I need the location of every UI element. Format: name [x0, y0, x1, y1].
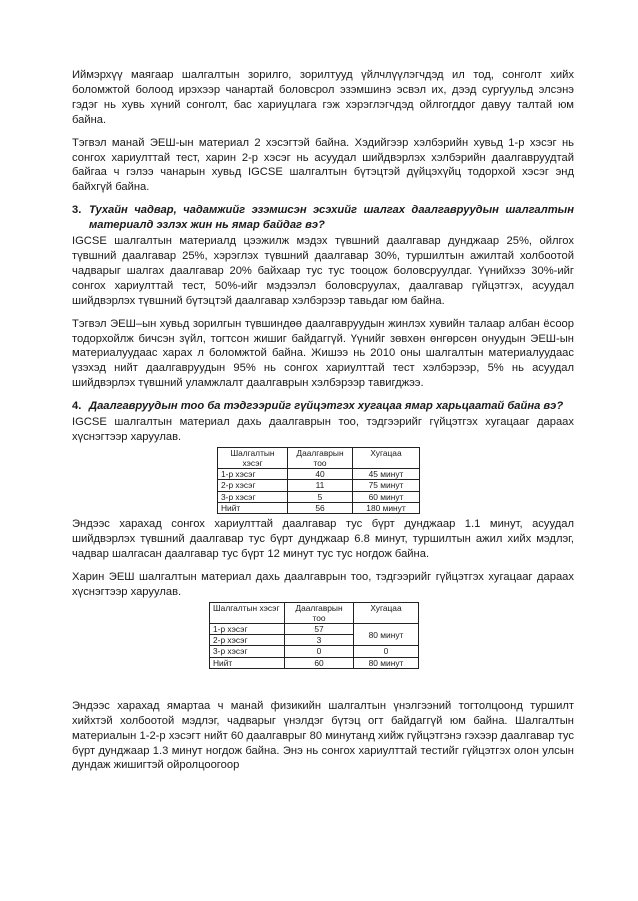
table-cell: 75 минут [353, 480, 420, 491]
table-header-cell: Хугацаа [354, 602, 419, 623]
table-row [218, 469, 420, 480]
table-cell: Нийт [218, 502, 288, 513]
table-header-row [210, 602, 419, 623]
table-row [210, 646, 419, 657]
table-header-cell: Шалгалтын хэсэг [218, 447, 288, 468]
table-row [210, 624, 419, 635]
table-cell: 0 [285, 646, 354, 657]
table-cell: Нийт [210, 657, 285, 668]
table-row [218, 480, 420, 491]
heading-number: 4. [72, 400, 82, 413]
paragraph: Иймэрхүү маягаар шалгалтын зорилго, зорилтууд үйлчлүүлэгчдэд ил тод, сонголт хийх боломжтой болоод ирэхээр чанартай боловсрол эзэмшинэ эсвэл их, дээд сургуульд элсэнэ гэдэг нь хувь хүний сонголт, бас хариуцлага гэж хэрэглэгчдэд ойлгогддог давуу талтай юм байна. [72, 69, 574, 126]
table-row [210, 657, 419, 668]
document-page [72, 68, 574, 781]
table-header-cell: Хугацаа [353, 447, 420, 468]
heading-number: 3. [72, 204, 82, 217]
table-cell: 11 [288, 480, 353, 491]
table-cell: 5 [288, 491, 353, 502]
paragraph: IGCSE шалгалтын материалд цээжилж мэдэх түвшний даалгавар дунджаар 25%, ойлгох түвшний даалгавар 25%, хэрэглэх түвшний даалгавар 30%, туршилтын ажилтай холбоотой чадварыг шалгах даалгавар 20% байхаар тус тус тооцож боловсруулдаг. Үүнийхээ 30%-ийг сонгох хариулттай тест, 50%-ийг мэдээлэл боловсруулах, даалгавар гүйцэтгэх, асуудал шийдвэрлэх түвшний бүтэцтэй даалгавар хэлбэрээр тавьдаг юм байна. [72, 235, 574, 307]
table-cell: 3-р хэсэг [218, 491, 288, 502]
table-cell: 57 [285, 624, 354, 635]
table-cell: 3 [285, 635, 354, 646]
table-cell: 56 [288, 502, 353, 513]
table-cell: 80 минут [354, 624, 419, 646]
table-cell: 45 минут [353, 469, 420, 480]
table-row [218, 491, 420, 502]
table-header-cell: Даалгаврын тоо [285, 602, 354, 623]
paragraph: Тэгвэл манай ЭЕШ-ын материал 2 хэсэгтэй байна. Хэдийгээр хэлбэрийн хувьд 1-р хэсэг нь сонгох хариулттай тест, харин 2-р хэсэг нь асуудал шийдвэрлэх хэлбэрийн даалгавруудтай байгаа ч гэлээ чанарын хувьд IGCSE шалгалтын бүтэцтэй дүйцэхүйц тодорхой хэсэг энд байхгүй байна. [72, 136, 574, 194]
heading-text: Даалгавруудын тоо ба тэдгээрийг гүйцэтгэх хугацаа ямар харьцаатай байна вэ? [89, 400, 564, 413]
igcse-task-table [217, 447, 420, 514]
table-cell: 1-р хэсэг [210, 624, 285, 635]
table-cell: 40 [288, 469, 353, 480]
table-cell: 80 минут [354, 657, 419, 668]
paragraph: Харин ЭЕШ шалгалтын материал дахь даалгаврын тоо, тэдгээрийг гүйцэтгэх хугацааг дараах хүснэгтээр харуулав. [72, 570, 574, 598]
table-cell: 60 минут [353, 491, 420, 502]
section-heading-3 [72, 203, 574, 233]
table-cell: 1-р хэсэг [218, 469, 288, 480]
paragraph: Эндээс харахад ямартаа ч манай физикийн шалгалтын үнэлгээний тогтолцоонд туршилт хийхтэй холбоотой мэдлэг, чадварыг үнэлдэг бүтэц огт байдаггүй юм байна. Шалгалтын материалын 1-2-р хэсэгт нийт 60 даалгаврыг 80 минутанд хийж гүйцэтгэнэ гэхээр даалгавар тус бүрт дунджаар 1.3 минут ногдож байна. Энэ нь сонгох хариулттай тестийг гүйцэтгэх олон улсын дундаж жишигтэй ойролцоогоор [72, 699, 574, 772]
paragraph: Тэгвэл ЭЕШ–ын хувьд зорилгын түвшиндөө даалгавруудын жинлэх хувийн талаар албан ёсоор тодорхойлж бичсэн зүйл, тогтсон жишиг байдаггүй. Үүнийг зөвхөн өнгөрсөн онуудын ЭЕШ-ын материалуудаас харах л боломжтой байна. Жишээ нь 2010 оны шалгалтын материалуудаас үзэхэд нийт даалгавруудын 95% нь сонгох хариулттай тест хэлбэрээр, 5% нь асуудал шийдвэрлэх түвшний уламжлалт даалгаврын хэлбэрээр тавигджээ. [72, 317, 574, 390]
table-cell: 60 [285, 657, 354, 668]
table-row [218, 502, 420, 513]
paragraph: IGCSE шалгалтын материал дахь даалгаврын тоо, тэдгээрийг гүйцэтгэх хугацааг дараах хүснэгтээр харуулав. [72, 416, 574, 443]
section-heading-4 [72, 399, 574, 414]
table-cell: 2-р хэсэг [210, 635, 285, 646]
table-cell: 2-р хэсэг [218, 480, 288, 491]
table-cell: 0 [354, 646, 419, 657]
table-cell: 3-р хэсэг [210, 646, 285, 657]
table-header-cell: Даалгаврын тоо [288, 447, 353, 468]
table-header-cell: Шалгалтын хэсэг [210, 602, 285, 623]
table-header-row [218, 447, 420, 468]
table-cell: 180 минут [353, 502, 420, 513]
eesh-task-table [209, 602, 419, 669]
paragraph: Эндээс харахад сонгох хариулттай даалгавар тус бүрт дунджаар 1.1 минут, асуудал шийдвэрлэх түвшний даалгавар тус бүрт дунджаар 6.8 минут, туршилтын ажил хийх мэдлэг, чадвар шалгасан даалгавар тус бүрт 12 минут тус тус ногдож байна. [72, 518, 574, 560]
heading-text: Тухайн чадвар, чадамжийг эзэмшсэн эсэхийг шалгах даалгавруудын шалгалтын материалд эзлэх жин нь ямар байдаг вэ? [89, 204, 574, 232]
